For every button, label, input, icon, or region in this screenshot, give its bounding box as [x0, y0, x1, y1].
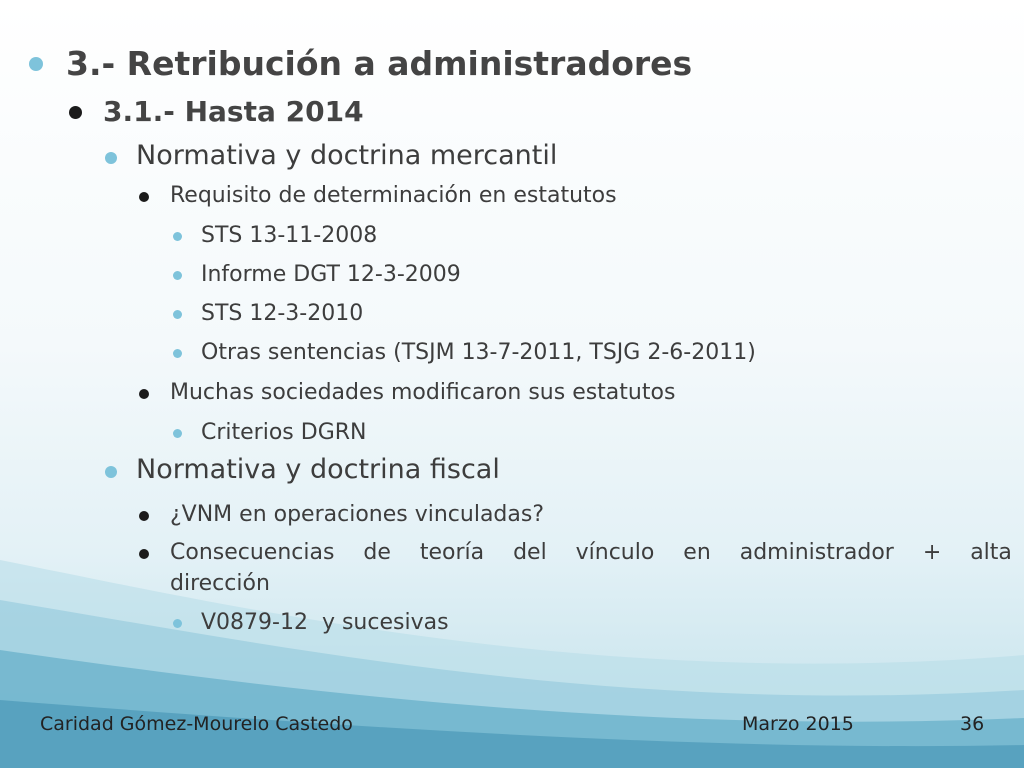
bullet-icon	[69, 106, 82, 119]
list-item: STS 12-3-2010	[201, 301, 364, 326]
bullet-icon	[139, 511, 149, 521]
word: administrador	[739, 540, 894, 565]
list-item: STS 13-11-2008	[201, 223, 378, 248]
word: vínculo	[575, 540, 655, 565]
list-item: Otras sentencias (TSJM 13-7-2011, TSJG 2-6-2011)	[201, 340, 756, 365]
footer-author: Caridad Gómez-Mourelo Castedo	[40, 713, 353, 735]
word: Consecuencias	[170, 540, 335, 565]
footer-date: Marzo 2015	[742, 713, 854, 735]
question-item: ¿VNM en operaciones vinculadas?	[170, 502, 545, 527]
bullet-icon	[173, 232, 182, 241]
word: +	[922, 540, 942, 565]
bullet-icon	[139, 549, 149, 559]
bullet-icon	[29, 57, 43, 71]
list-item: V0879-12 y sucesivas	[201, 610, 449, 635]
word: alta	[970, 540, 1012, 565]
bullet-icon	[105, 152, 117, 164]
section-mercantil-title: Normativa y doctrina mercantil	[136, 140, 558, 171]
section-fiscal-title: Normativa y doctrina fiscal	[136, 454, 500, 485]
list-item: Criterios DGRN	[201, 420, 367, 445]
bullet-icon	[173, 271, 182, 280]
word: de	[363, 540, 391, 565]
bullet-icon	[139, 389, 149, 399]
consequences-item	[170, 540, 1012, 565]
requirement-item: Requisito de determinación en estatutos	[170, 183, 617, 208]
list-item: Informe DGT 12-3-2009	[201, 262, 461, 287]
bullet-icon	[105, 466, 117, 478]
slide-heading: 3.- Retribución a administradores	[66, 44, 693, 83]
bullet-icon	[173, 619, 182, 628]
page-number: 36	[960, 713, 985, 735]
word: en	[683, 540, 711, 565]
bullet-icon	[173, 429, 182, 438]
subheading: 3.1.- Hasta 2014	[103, 95, 364, 128]
bullet-icon	[139, 192, 149, 202]
bullet-icon	[173, 349, 182, 358]
word: del	[513, 540, 547, 565]
word: teoría	[419, 540, 485, 565]
consequences-continuation: dirección	[170, 571, 270, 596]
bullet-icon	[173, 310, 182, 319]
modification-item: Muchas sociedades modificaron sus estatutos	[170, 380, 676, 405]
